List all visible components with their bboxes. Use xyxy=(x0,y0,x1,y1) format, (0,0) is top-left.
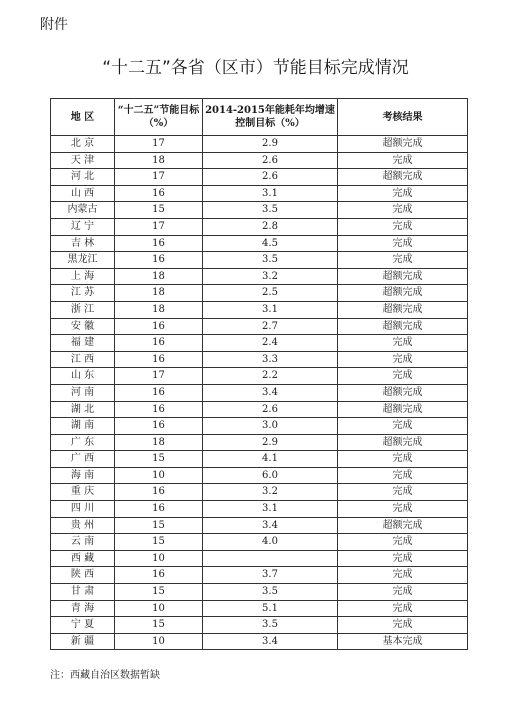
cell-growth-control: 2.9 xyxy=(203,136,338,153)
cell-result: 超额完成 xyxy=(338,434,468,451)
cell-result: 完成 xyxy=(338,484,468,501)
cell-result: 完成 xyxy=(338,368,468,385)
cell-region: 广 西 xyxy=(51,451,115,468)
table-row xyxy=(51,584,468,601)
table-row xyxy=(51,351,468,368)
table-note: 注：西藏自治区数据暂缺 xyxy=(50,670,160,681)
cell-target: 16 xyxy=(115,484,203,501)
cell-growth-control: 2.5 xyxy=(203,285,338,302)
cell-growth-control: 3.5 xyxy=(203,617,338,634)
cell-region: 山 西 xyxy=(51,185,115,202)
table-row xyxy=(51,434,468,451)
cell-result: 完成 xyxy=(338,202,468,219)
cell-target: 16 xyxy=(115,252,203,269)
cell-growth-control: 3.5 xyxy=(203,584,338,601)
cell-result: 完成 xyxy=(338,467,468,484)
cell-result: 完成 xyxy=(338,351,468,368)
cell-target: 18 xyxy=(115,434,203,451)
cell-result: 超额完成 xyxy=(338,384,468,401)
cell-result: 超额完成 xyxy=(338,285,468,302)
table-row xyxy=(51,534,468,551)
cell-target: 16 xyxy=(115,235,203,252)
table-row xyxy=(51,633,468,650)
cell-region: 陕 西 xyxy=(51,567,115,584)
cell-result: 完成 xyxy=(338,600,468,617)
cell-growth-control: 2.6 xyxy=(203,169,338,186)
table-row xyxy=(51,484,468,501)
cell-target: 18 xyxy=(115,301,203,318)
cell-growth-control: 3.7 xyxy=(203,567,338,584)
table-row xyxy=(51,136,468,153)
table-row xyxy=(51,301,468,318)
cell-region: 上 海 xyxy=(51,268,115,285)
cell-region: 黑龙江 xyxy=(51,252,115,269)
table-row xyxy=(51,368,468,385)
cell-region: 内蒙古 xyxy=(51,202,115,219)
cell-region: 吉 林 xyxy=(51,235,115,252)
cell-growth-control: 2.7 xyxy=(203,318,338,335)
table-row xyxy=(51,335,468,352)
cell-target: 10 xyxy=(115,467,203,484)
cell-growth-control: 3.2 xyxy=(203,484,338,501)
cell-growth-control: 2.6 xyxy=(203,152,338,169)
table-row xyxy=(51,152,468,169)
cell-target: 15 xyxy=(115,617,203,634)
cell-region: 西 藏 xyxy=(51,550,115,567)
table-row xyxy=(51,384,468,401)
cell-growth-control: 3.4 xyxy=(203,633,338,650)
cell-target: 10 xyxy=(115,633,203,650)
energy-target-table xyxy=(50,98,468,650)
cell-region: 贵 州 xyxy=(51,517,115,534)
header-target: “十二五”节能目标（%） xyxy=(115,99,203,136)
table-body xyxy=(51,136,468,650)
cell-result: 超额完成 xyxy=(338,301,468,318)
table-row xyxy=(51,501,468,518)
cell-target: 15 xyxy=(115,202,203,219)
table-row xyxy=(51,185,468,202)
cell-growth-control: 3.5 xyxy=(203,252,338,269)
table-row xyxy=(51,268,468,285)
table-row xyxy=(51,169,468,186)
cell-result: 完成 xyxy=(338,567,468,584)
cell-target: 15 xyxy=(115,451,203,468)
cell-region: 北 京 xyxy=(51,136,115,153)
cell-growth-control: 3.2 xyxy=(203,268,338,285)
cell-result: 超额完成 xyxy=(338,517,468,534)
attachment-label: 附件 xyxy=(40,17,68,33)
cell-region: 云 南 xyxy=(51,534,115,551)
cell-target: 18 xyxy=(115,285,203,302)
cell-target: 16 xyxy=(115,318,203,335)
cell-result: 完成 xyxy=(338,335,468,352)
cell-region: 宁 夏 xyxy=(51,617,115,634)
cell-result: 完成 xyxy=(338,501,468,518)
table-row xyxy=(51,567,468,584)
cell-growth-control: 3.4 xyxy=(203,384,338,401)
cell-growth-control: 5.1 xyxy=(203,600,338,617)
table-row xyxy=(51,218,468,235)
cell-result: 超额完成 xyxy=(338,136,468,153)
cell-target: 16 xyxy=(115,351,203,368)
cell-region: 海 南 xyxy=(51,467,115,484)
cell-result: 完成 xyxy=(338,534,468,551)
header-region: 地 区 xyxy=(51,99,115,136)
cell-result: 完成 xyxy=(338,218,468,235)
table-row xyxy=(51,600,468,617)
cell-result: 完成 xyxy=(338,617,468,634)
cell-growth-control: 2.6 xyxy=(203,401,338,418)
table-row xyxy=(51,235,468,252)
cell-growth-control: 4.5 xyxy=(203,235,338,252)
table-row xyxy=(51,451,468,468)
cell-region: 湖 北 xyxy=(51,401,115,418)
cell-region: 江 苏 xyxy=(51,285,115,302)
cell-growth-control: 6.0 xyxy=(203,467,338,484)
cell-result: 完成 xyxy=(338,584,468,601)
table-row xyxy=(51,318,468,335)
header-growth-control: 2014-2015年能耗年均增速控制目标（%） xyxy=(203,99,338,136)
cell-region: 重 庆 xyxy=(51,484,115,501)
cell-region: 广 东 xyxy=(51,434,115,451)
table-row xyxy=(51,517,468,534)
cell-growth-control: 3.0 xyxy=(203,418,338,435)
cell-target: 17 xyxy=(115,136,203,153)
cell-growth-control: 3.1 xyxy=(203,301,338,318)
table-row xyxy=(51,467,468,484)
cell-result: 超额完成 xyxy=(338,401,468,418)
table-row xyxy=(51,252,468,269)
cell-region: 青 海 xyxy=(51,600,115,617)
cell-result: 超额完成 xyxy=(338,169,468,186)
cell-result: 完成 xyxy=(338,550,468,567)
header-result: 考核结果 xyxy=(338,99,468,136)
cell-result: 完成 xyxy=(338,252,468,269)
cell-region: 浙 江 xyxy=(51,301,115,318)
table-header-row xyxy=(51,99,468,136)
cell-target: 18 xyxy=(115,152,203,169)
cell-region: 山 东 xyxy=(51,368,115,385)
cell-target: 15 xyxy=(115,584,203,601)
cell-growth-control xyxy=(203,550,338,567)
table-row xyxy=(51,285,468,302)
cell-target: 16 xyxy=(115,567,203,584)
table-row xyxy=(51,401,468,418)
cell-result: 超额完成 xyxy=(338,268,468,285)
cell-result: 完成 xyxy=(338,451,468,468)
cell-target: 10 xyxy=(115,600,203,617)
cell-growth-control: 2.2 xyxy=(203,368,338,385)
cell-target: 16 xyxy=(115,401,203,418)
table-row xyxy=(51,418,468,435)
cell-region: 河 南 xyxy=(51,384,115,401)
cell-region: 河 北 xyxy=(51,169,115,186)
cell-result: 基本完成 xyxy=(338,633,468,650)
cell-target: 16 xyxy=(115,418,203,435)
cell-result: 完成 xyxy=(338,185,468,202)
cell-result: 超额完成 xyxy=(338,318,468,335)
cell-region: 湖 南 xyxy=(51,418,115,435)
cell-growth-control: 3.4 xyxy=(203,517,338,534)
cell-target: 16 xyxy=(115,185,203,202)
cell-region: 福 建 xyxy=(51,335,115,352)
cell-region: 安 徽 xyxy=(51,318,115,335)
cell-target: 18 xyxy=(115,268,203,285)
cell-growth-control: 3.1 xyxy=(203,501,338,518)
cell-result: 完成 xyxy=(338,152,468,169)
cell-region: 辽 宁 xyxy=(51,218,115,235)
cell-growth-control: 2.8 xyxy=(203,218,338,235)
cell-growth-control: 2.9 xyxy=(203,434,338,451)
cell-target: 15 xyxy=(115,517,203,534)
cell-target: 16 xyxy=(115,384,203,401)
cell-growth-control: 3.1 xyxy=(203,185,338,202)
cell-target: 16 xyxy=(115,335,203,352)
cell-result: 完成 xyxy=(338,235,468,252)
cell-region: 江 西 xyxy=(51,351,115,368)
table-row xyxy=(51,550,468,567)
cell-region: 甘 肃 xyxy=(51,584,115,601)
document-title: “十二五”各省（区市）节能目标完成情况 xyxy=(102,58,409,78)
cell-region: 四 川 xyxy=(51,501,115,518)
cell-growth-control: 3.5 xyxy=(203,202,338,219)
cell-growth-control: 4.0 xyxy=(203,534,338,551)
cell-result: 完成 xyxy=(338,418,468,435)
cell-target: 17 xyxy=(115,368,203,385)
cell-target: 17 xyxy=(115,169,203,186)
cell-target: 16 xyxy=(115,501,203,518)
cell-target: 15 xyxy=(115,534,203,551)
table-row xyxy=(51,202,468,219)
cell-region: 天 津 xyxy=(51,152,115,169)
cell-region: 新 疆 xyxy=(51,633,115,650)
cell-growth-control: 4.1 xyxy=(203,451,338,468)
cell-target: 10 xyxy=(115,550,203,567)
cell-growth-control: 2.4 xyxy=(203,335,338,352)
cell-target: 17 xyxy=(115,218,203,235)
cell-growth-control: 3.3 xyxy=(203,351,338,368)
table-row xyxy=(51,617,468,634)
